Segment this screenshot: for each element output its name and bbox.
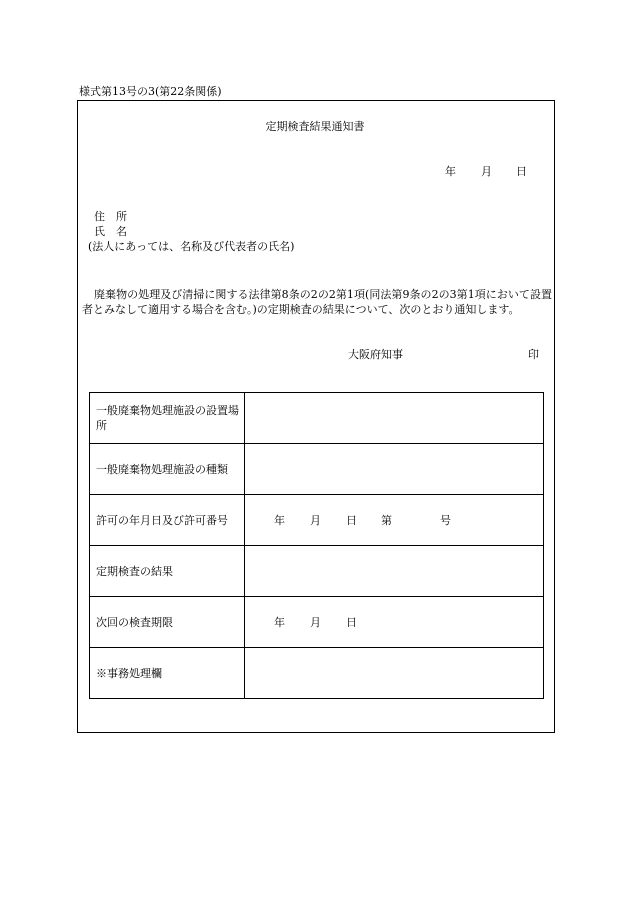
table-row [90, 648, 544, 699]
row-label-permit-date-number: 許可の年月日及び許可番号 [90, 495, 245, 546]
row-label-office-use: ※事務処理欄 [90, 648, 245, 699]
date-day-label: 日 [516, 165, 527, 178]
row-label-inspection-result: 定期検査の結果 [90, 546, 245, 597]
table-row [90, 444, 544, 495]
corporation-note: (法人にあっては、名称及び代表者の氏名) [88, 240, 295, 253]
address-label: 住 所 [94, 210, 127, 223]
permit-year-label: 年 [274, 514, 285, 527]
row-label-installation-site: 一般廃棄物処理施設の設置場所 [90, 393, 245, 444]
row-label-facility-type: 一般廃棄物処理施設の種類 [90, 444, 245, 495]
issuer-name: 大阪府知事 [348, 348, 403, 361]
table-row [90, 393, 544, 444]
deadline-day-label: 日 [346, 616, 357, 629]
permit-dai-label: 第 [381, 514, 392, 527]
deadline-year-label: 年 [274, 616, 285, 629]
date-month-label: 月 [481, 165, 492, 178]
permit-gou-label: 号 [440, 514, 451, 527]
table-row [90, 495, 544, 546]
document-title: 定期検査結果通知書 [265, 120, 365, 133]
date-year-label: 年 [445, 165, 456, 178]
row-label-next-deadline: 次回の検査期限 [90, 597, 245, 648]
row-value-office-use [245, 648, 544, 699]
row-value-installation-site [245, 393, 544, 444]
seal-mark: 印 [528, 348, 539, 361]
inspection-info-table [89, 392, 544, 699]
row-value-next-deadline [245, 597, 544, 648]
table-row [90, 546, 544, 597]
form-number: 様式第13号の3(第22条関係) [79, 85, 222, 98]
notice-body-text: 廃棄物の処理及び清掃に関する法律第8条の2の2第1項(同法第9条の2の3第1項において設置者とみなして適用する場合を含む。)の定期検査の結果について、次のとおり通知します。 [82, 288, 552, 316]
permit-day-label: 日 [346, 514, 357, 527]
row-value-inspection-result [245, 546, 544, 597]
name-label: 氏 名 [94, 225, 127, 238]
row-value-permit-date-number [245, 495, 544, 546]
deadline-month-label: 月 [310, 616, 321, 629]
row-value-facility-type [245, 444, 544, 495]
table-row [90, 597, 544, 648]
permit-month-label: 月 [310, 514, 321, 527]
